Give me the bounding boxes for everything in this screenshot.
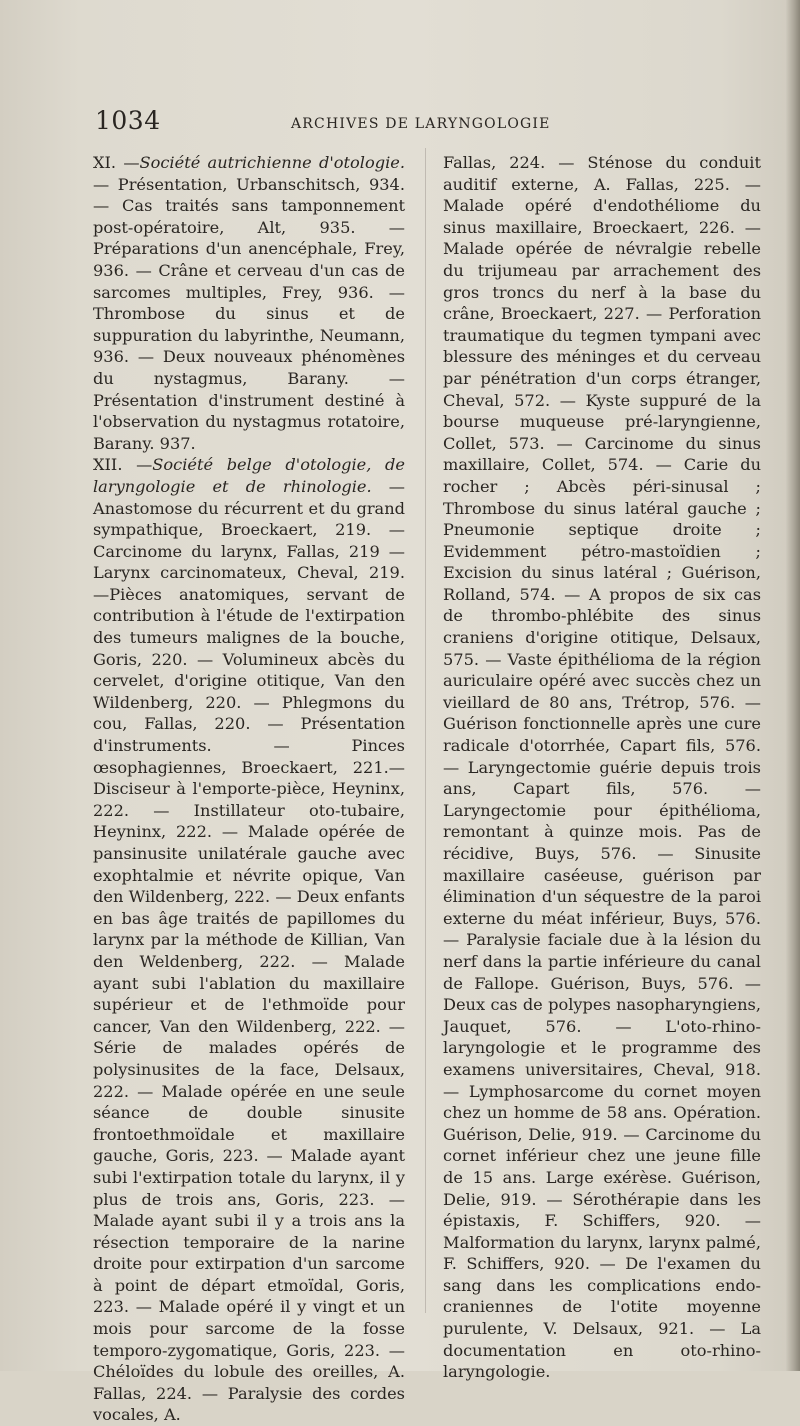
page-edge-shadow bbox=[786, 0, 800, 1371]
section-xii-text: — Anastomose du récurrent et du grand sympathique, Broeckaert, 219. — Carcinome du larynx, Fallas, 219 — Larynx carcinomateux, Cheval, 219.—Pièces anatomiques, servant de contribution à l'étude de l'extirpation des tumeurs malignes de la bouche, Goris, 220. — Volumineux abcès du cervelet, d'origine otitique, Van den Wildenberg, 220. — Phlegmons du cou, Fallas, 220. — Présentation d'instruments. — Pinces œsophagiennes, Broeckaert, 221.— Disciseur à l'emporte-pièce, Heyninx, 222. — Instillateur oto-tubaire, Heyninx, 222. — Malade opérée de pansinusite unilatérale gauche avec exophtalmie et névrite opique, Van den Wildenberg, 222. — Deux enfants en bas âge traités de papillomes du larynx par la méthode de Killian, Van den Weldenberg, 222. — Malade ayant subi l'ablation du maxillaire supérieur et de l'ethmoïde pour cancer, Van den Wildenberg, 222. — Série de malades opérés de polysinusites de la face, Delsaux, 222. — Malade opérée en une seule séance de double sinusite frontoethmoïdale et maxillaire gauche, Goris, 223. — Malade ayant subi l'extirpation totale du larynx, il y plus de trois ans, Goris, 223. — Malade ayant subi il y a trois ans la résection temporaire de la narine droite pour extirpation d'un sarcome à point de départ etmoïdal, Goris, 223. — Malade opéré il y vingt et un mois pour sarcome de la fosse temporo-zygomatique, Goris, 223. — Chéloïdes du lobule des oreilles, A. Fallas, 224. — Paralysie des cordes vocales, A. bbox=[93, 476, 405, 1425]
page-number: 1034 bbox=[95, 106, 161, 135]
running-title: ARCHIVES DE LARYNGOLOGIE bbox=[291, 116, 551, 132]
section-xi-title: Société autrichienne d'otologie. bbox=[139, 153, 405, 172]
column-divider bbox=[425, 148, 426, 1313]
section-xii-lead: XII. — bbox=[93, 455, 153, 475]
section-xii-paragraph bbox=[93, 454, 405, 1426]
right-column-paragraph: Fallas, 224. — Sténose du conduit auditif externe, A. Fallas, 225. — Malade opéré d'endothéliome du sinus maxillaire, Broeckaert, 226. — Malade opérée de névralgie rebelle du trijumeau par arrachement des gros troncs du nerf à la base du crâne, Broeckaert, 227. — Perforation traumatique du tegmen tympani avec blessure des méninges et du cerveau par pénétration d'un corps étranger, Cheval, 572. — Kyste suppuré de la bourse muqueuse pré-laryngienne, Collet, 573. — Carcinome du sinus maxillaire, Collet, 574. — Carie du rocher ; Abcès péri-sinusal ; Thrombose du sinus latéral gauche ; Pneumonie septique droite ; Evidemment pétro-mastoïdien ; Excision du sinus latéral ; Guérison, Rolland, 574. — A propos de six cas de thrombo-phlébite des sinus craniens d'origine otitique, Delsaux, 575. — Vaste épithélioma de la région auriculaire opéré avec succès chez un vieillard de 80 ans, Trétrop, 576. — Guérison fonctionnelle après une cure radicale d'otorrhée, Capart fils, 576. — Laryngectomie guérie depuis trois ans, Capart fils, 576. — Laryngectomie pour épithélioma, remontant à quinze mois. Pas de récidive, Buys, 576. — Sinusite maxillaire caséeuse, guérison par élimination d'un séquestre de la paroi externe du méat inférieur, Buys, 576. — Paralysie faciale due à la lésion du nerf dans la partie inférieure du canal de Fallope. Guérison, Buys, 576. — Deux cas de polypes nasopharyngiens, Jauquet, 576. — L'oto-rhino-laryngologie et le programme des examens universitaires, Cheval, 918. — Lymphosarcome du cornet moyen chez un homme de 58 ans. Opération. Guérison, Delie, 919. — Carcinome du cornet inférieur chez une jeune fille de 15 ans. Large exérèse. Guérison, Delie, 919. — Sérothérapie dans les épistaxis, F. Schiffers, 920. — Malformation du larynx, larynx palmé, F. Schiffers, 920. — De l'examen du sang dans les complications endo-craniennes de l'otite moyenne purulente, V. Delsaux, 921. — La documentation en oto-rhino-laryngologie. bbox=[443, 153, 761, 1382]
section-xi-lead: XI. — bbox=[93, 153, 140, 172]
left-column bbox=[93, 152, 405, 1426]
page-header bbox=[95, 106, 735, 142]
section-xi-text: — Présentation, Urbanschitsch, 934. — Cas traités sans tamponnement post-opératoire, Alt, 935. — Préparations d'un anencéphale, Frey, 936. — Crâne et cerveau d'un cas de sarcomes multiples, Frey, 936. — Thrombose du sinus et de suppuration du labyrinthe, Neumann, 936. — Deux nouveaux phénomènes du nystagmus, Barany. — Présentation d'instrument destiné à l'observation du nystagmus rotatoire, Barany. 937. bbox=[93, 174, 405, 453]
section-xi-paragraph bbox=[93, 152, 405, 454]
section-xii-title: Société belge d'otologie, de laryngologie et de rhinologie. bbox=[93, 455, 405, 496]
right-column bbox=[443, 152, 761, 1383]
